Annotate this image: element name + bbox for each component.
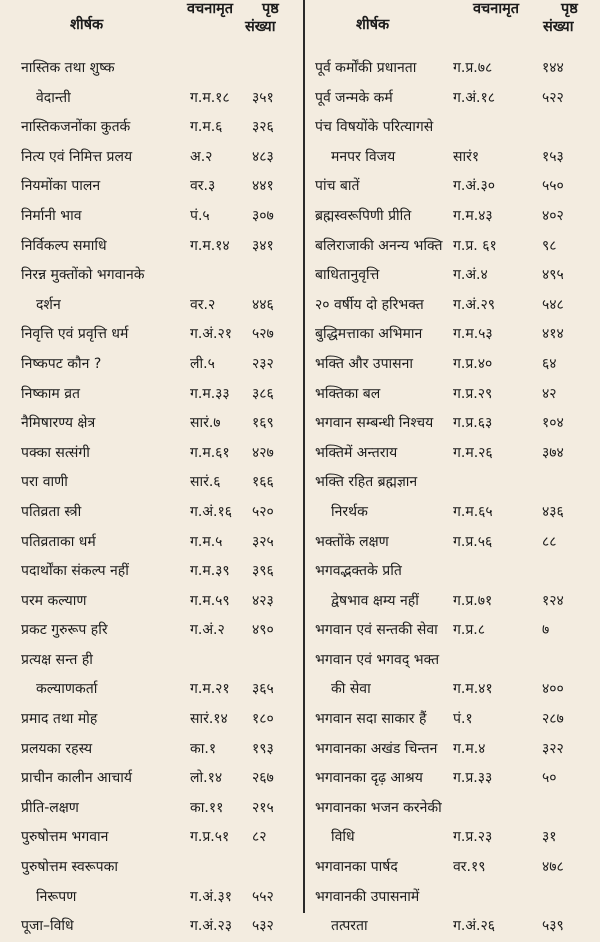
entry-reference: लो.१४ [190,770,223,787]
entry-reference: ग.अं.२६ [453,918,496,935]
entry-page: ६४ [542,355,557,372]
entry-title: बलिराजाकी अनन्य भक्ति [315,237,443,254]
entry-page: ५५२ [252,888,274,905]
index-entry [309,912,600,942]
entry-title: परम कल्याण [21,592,87,609]
entry-page: ४४१ [252,178,274,195]
entry-title: विधि [331,829,355,846]
header-ref: वचनामृत [187,1,234,17]
entry-page: ४९० [252,622,274,639]
entry-page: २३२ [252,355,274,372]
entry-reference: ग.प्र.७१ [453,592,493,609]
entry-page: ३२५ [252,533,274,550]
entry-page: ४४६ [252,296,274,313]
entry-reference: ग.म.१८ [190,89,230,106]
entry-reference: वर.३ [190,178,216,195]
index-entry [0,409,296,439]
entry-title: निर्मानी भाव [21,207,82,224]
entry-page: ७ [542,622,550,639]
entry-title: भक्ति और उपासना [315,355,414,372]
entry-page: ४०० [542,681,564,698]
left-index-list [0,54,296,942]
entry-title: नित्य एवं निमित्त प्रलय [21,148,133,165]
entry-page: २८७ [542,711,564,728]
entry-page: ४२७ [252,444,274,461]
index-entry [309,202,600,232]
entry-page: १४४ [542,60,564,76]
entry-title: भगवद्भक्तके प्रति [315,563,402,580]
entry-page: १८० [252,711,274,728]
index-entry [309,853,600,883]
entry-reference: पं.१ [453,711,473,728]
entry-page: ३२६ [252,119,274,136]
entry-title: पतिव्रता स्त्री [21,503,82,520]
entry-page: ३७४ [542,444,564,461]
entry-page: ३८६ [252,385,274,402]
entry-reference: ग.म.५९ [190,592,230,609]
entry-reference: ग.प्र.६३ [453,415,493,432]
entry-title: भगवान सम्बन्धी निश्चय [315,415,434,432]
index-entry [309,764,600,794]
entry-title: पतिव्रताका धर्म [21,533,96,550]
entry-page: ४२ [542,385,557,402]
index-entry [309,350,600,380]
column-divider [303,0,305,913]
index-entry [0,143,296,173]
entry-title: निष्काम व्रत [21,385,81,402]
entry-page: ३२२ [542,740,564,757]
index-entry [309,675,600,705]
entry-page: ४९५ [542,267,564,284]
entry-title: भक्ति रहित ब्रह्मज्ञान [315,474,418,491]
entry-page: ५४८ [542,296,564,313]
entry-title: बुद्धिमत्ताका अभिमान [315,326,423,343]
index-entry [309,291,600,321]
header-page-line2: संख्या [543,19,574,35]
entry-title: नास्तिक तथा शुष्क [21,60,115,76]
entry-title: निरर्थक [331,503,368,520]
index-entry [309,823,600,853]
left-column-header [0,0,296,40]
entry-page: ५३२ [252,918,274,935]
entry-reference: ग.अं.४ [453,267,488,284]
index-entry [0,912,296,942]
index-entry [309,616,600,646]
header-page-line1: पृष्ठ [262,1,279,17]
entry-reference: ग.प्र. ६१ [453,237,497,254]
index-entry [309,380,600,410]
index-entry [309,883,600,913]
entry-page: १०४ [542,415,564,432]
index-entry [0,350,296,380]
index-entry [0,735,296,765]
index-entry [0,54,296,84]
entry-reference: ग.म.४ [453,740,486,757]
index-entry [309,54,600,84]
entry-title: नैमिषारण्य क्षेत्र [21,415,96,432]
entry-reference: ग.प्र.८ [453,622,486,639]
entry-title: प्रकट गुरुरूप हरि [21,622,108,639]
entry-reference: ग.म.६ [190,119,223,136]
entry-reference: वर.१९ [453,859,486,876]
entry-title: प्रलयका रहस्य [21,740,93,757]
entry-reference: ग.म.३९ [190,563,230,580]
entry-title: भगवानका अखंड चिन्तन [315,740,438,757]
entry-page: ५३९ [542,918,564,935]
entry-page: ४३६ [542,503,564,520]
entry-page: १५३ [542,148,564,165]
entry-reference: ग.म.१४ [190,237,230,254]
entry-reference: सारं.७ [190,415,221,432]
entry-title: भगवानका पार्षद [315,859,398,876]
entry-title: पदार्थोंका संकल्प नहीं [21,563,129,580]
index-entry [309,705,600,735]
entry-reference: ग.अं.३१ [190,888,233,905]
entry-page: ५२२ [542,89,564,106]
entry-title: मनपर विजय [331,148,396,165]
index-entry [309,261,600,291]
entry-page: ४८३ [252,148,274,165]
entry-title: की सेवा [331,681,371,698]
right-index-list [309,54,600,942]
entry-reference: का.११ [190,799,224,816]
entry-reference: ग.प्र.२३ [453,829,493,846]
index-entry [309,557,600,587]
index-entry [309,409,600,439]
entry-page: ३९६ [252,563,274,580]
entry-page: ५० [542,770,557,787]
entry-title: वेदान्ती [36,89,71,106]
entry-page: १६९ [252,415,274,432]
entry-title: निष्कपट कौन ? [21,355,102,372]
entry-reference: का.१ [190,740,217,757]
entry-title: प्रत्यक्ष सन्त ही [21,651,93,668]
index-entry [0,528,296,558]
entry-reference: सारं.६ [190,474,221,491]
index-entry [309,735,600,765]
entry-title: तत्परता [331,918,368,935]
entry-title: प्रमाद तथा मोह [21,711,98,728]
entry-title: प्रीति-लक्षण [21,799,79,816]
index-entry [0,646,296,676]
entry-page: २१५ [252,799,274,816]
entry-title: निरूपण [36,888,77,905]
index-entry [309,320,600,350]
entry-title: कल्याणकर्ता [36,681,98,698]
entry-reference: ग.म.२६ [453,444,493,461]
entry-reference: ग.प्र.५१ [190,829,230,846]
entry-title: नास्तिकजनोंका कुतर्क [21,119,131,136]
entry-title: भगवान सदा साकार हैं [315,711,427,728]
index-entry [0,261,296,291]
header-title: शीर्षक [356,17,390,33]
entry-reference: ग.प्र.७८ [453,60,493,76]
entry-reference: ग.म.४३ [453,207,493,224]
entry-reference: वर.२ [190,296,216,313]
entry-page: ५२० [252,503,274,520]
entry-reference: ग.म.२१ [190,681,230,698]
entry-page: ४०२ [542,207,564,224]
entry-reference: ग.म.५३ [453,326,493,343]
entry-reference: ग.प्र.४० [453,355,493,372]
index-entry [309,232,600,262]
entry-page: १९३ [252,740,274,757]
entry-reference: सारं१ [453,148,480,165]
entry-reference: अ.२ [190,148,213,165]
index-entry [309,172,600,202]
entry-page: ४७८ [542,859,564,876]
right-column [309,0,600,942]
index-entry [0,794,296,824]
index-entry [309,439,600,469]
entry-reference: ग.अं.२३ [190,918,233,935]
entry-reference: ग.अं.२९ [453,296,496,313]
entry-title: पुरुषोत्तम स्वरूपका [21,859,118,876]
entry-reference: ग.प्र.२९ [453,385,493,402]
entry-title: भक्तिमें अन्तराय [315,444,398,461]
index-entry [309,143,600,173]
entry-reference: ग.अं.२ [190,622,225,639]
entry-reference: पं.५ [190,207,210,224]
index-entry [309,794,600,824]
index-entry [0,883,296,913]
index-entry [0,380,296,410]
entry-reference: ग.म.६५ [453,503,493,520]
entry-title: द्वेषभाव क्षम्य नहीं [331,592,419,609]
entry-reference: ली.५ [190,355,215,372]
entry-title: नियमोंका पालन [21,178,101,195]
index-entry [0,498,296,528]
entry-page: १२४ [542,592,564,609]
entry-page: ८८ [542,533,557,550]
entry-reference: ग.म.३३ [190,385,230,402]
right-column-header [309,0,600,40]
index-entry [309,113,600,143]
entry-title: भगवानका भजन करनेकी [315,799,442,816]
index-entry [309,84,600,114]
index-entry [309,587,600,617]
entry-reference: ग.अं.२१ [190,326,233,343]
index-entry [0,291,296,321]
index-entry [0,853,296,883]
entry-title: पक्का सत्संगी [21,444,90,461]
entry-page: ३०७ [252,207,274,224]
index-entry [0,439,296,469]
entry-title: प्राचीन कालीन आचार्य [21,770,132,787]
entry-title: भक्तोंके लक्षण [315,533,389,550]
entry-page: ३६५ [252,681,274,698]
entry-reference: ग.म.५ [190,533,223,550]
entry-title: पांच बातें [315,178,360,195]
entry-title: पूर्व जन्मके कर्म [315,89,393,106]
entry-title: भगवानका दृढ़ आश्रय [315,770,423,787]
entry-title: निरन्न मुक्तोंको भगवानके [21,267,145,284]
index-entry [0,587,296,617]
entry-page: ५२७ [252,326,274,343]
entry-page: १६६ [252,474,274,491]
entry-page: ३५१ [252,89,274,106]
entry-page: ९८ [542,237,557,254]
index-entry [309,528,600,558]
index-entry [0,232,296,262]
entry-page: ८२ [252,829,267,846]
entry-title: २० वर्षीय दो हरिभक्त [315,296,424,313]
entry-title: निवृत्ति एवं प्रवृत्ति धर्म [21,326,129,343]
entry-title: पंच विषयोंके परित्यागसे [315,119,434,136]
entry-reference: सारं.१४ [190,711,228,728]
entry-page: ४१४ [542,326,564,343]
index-entry [0,823,296,853]
entry-reference: ग.प्र.३३ [453,770,493,787]
entry-title: भक्तिका बल [315,385,381,402]
entry-title: निर्विकल्प समाधि [21,237,107,254]
entry-reference: ग.अं.१८ [453,89,496,106]
index-entry [0,172,296,202]
index-entry [0,616,296,646]
entry-page: २६७ [252,770,274,787]
index-entry [0,764,296,794]
entry-page: ५५० [542,178,564,195]
index-entry [0,557,296,587]
index-entry [0,320,296,350]
header-title: शीर्षक [70,17,104,33]
entry-page: ३४१ [252,237,274,254]
entry-title: पुरुषोत्तम भगवान [21,829,109,846]
entry-title: पूर्व कर्मोंकी प्रधानता [315,60,417,76]
index-entry [309,646,600,676]
entry-reference: ग.म.४१ [453,681,493,698]
index-entry [309,498,600,528]
entry-title: परा वाणी [21,474,68,491]
header-page-line1: पृष्ठ [561,1,578,17]
entry-title: ब्रह्मस्वरूपिणी प्रीति [315,207,412,224]
entry-page: ४२३ [252,592,274,609]
entry-title: भगवान एवं भगवद् भक्त [315,651,440,668]
index-entry [0,675,296,705]
index-entry [0,113,296,143]
entry-reference: ग.प्र.५६ [453,533,493,550]
entry-title: दर्शन [36,296,61,313]
left-column [0,0,296,942]
entry-title: बाधितानुवृत्ति [315,267,380,284]
header-ref: वचनामृत [473,1,520,17]
header-page-line2: संख्या [245,19,276,35]
entry-page: ३१ [542,829,557,846]
index-entry [0,202,296,232]
entry-reference: ग.अं.३० [453,178,496,195]
entry-reference: ग.अं.१६ [190,503,233,520]
entry-title: भगवानकी उपासनामें [315,888,420,905]
index-entry [0,84,296,114]
index-entry [0,705,296,735]
index-entry [0,468,296,498]
entry-reference: ग.म.६१ [190,444,230,461]
entry-title: भगवान एवं सन्तकी सेवा [315,622,438,639]
entry-title: पूजा–विधि [21,918,74,935]
index-entry [309,468,600,498]
